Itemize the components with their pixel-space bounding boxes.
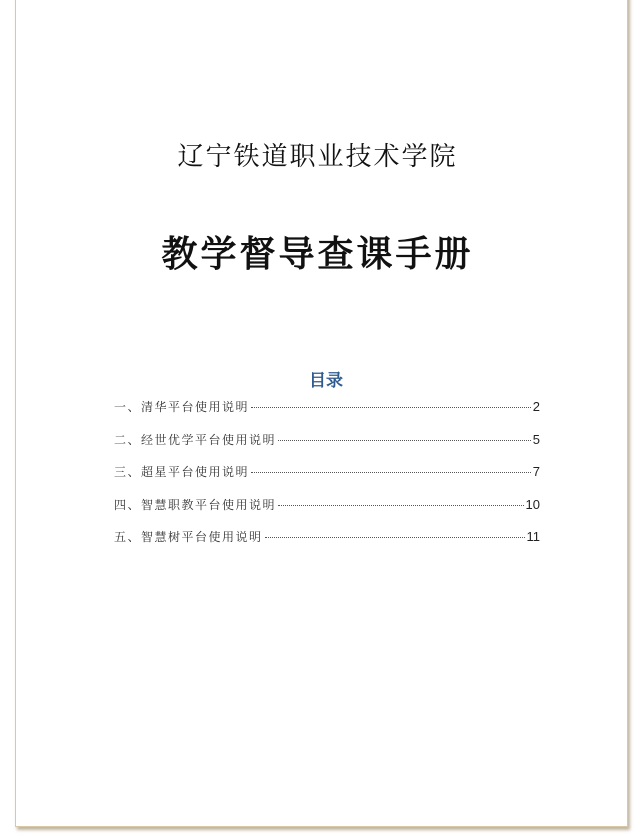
toc-entry-zhihui-zhijiao[interactable] <box>114 496 540 529</box>
toc-entry-label: 一、清华平台使用说明 <box>114 400 250 414</box>
toc-dot-leader <box>265 537 525 538</box>
toc-page-number: 7 <box>532 464 540 479</box>
toc-dot-leader <box>278 505 524 506</box>
school-name: 辽宁铁道职业技术学院 <box>177 142 458 172</box>
toc-entry-zhihuishu[interactable] <box>114 528 540 561</box>
toc-page-number: 5 <box>532 431 540 447</box>
toc-entry-chaoxing[interactable] <box>114 463 540 496</box>
toc-entry-label: 三、超星平台使用说明 <box>114 465 250 479</box>
toc-entry-label: 五、智慧树平台使用说明 <box>114 530 263 544</box>
toc-page-number: 10 <box>525 496 540 512</box>
toc-dot-leader <box>278 440 531 441</box>
toc-page-number: 11 <box>526 529 540 544</box>
toc-dot-leader <box>251 472 531 473</box>
toc-entry-qinghua[interactable] <box>114 398 540 431</box>
toc-entry-label: 二、经世优学平台使用说明 <box>114 432 277 447</box>
manual-title: 教学督导查课手册 <box>161 234 474 275</box>
toc-heading: 目录 <box>309 371 343 391</box>
toc-page-number: 2 <box>532 399 540 414</box>
toc-entry-label: 四、智慧职教平台使用说明 <box>114 497 277 512</box>
toc-dot-leader <box>251 407 531 408</box>
table-of-contents <box>114 398 540 561</box>
toc-entry-jingshi-youxue[interactable] <box>114 431 540 464</box>
